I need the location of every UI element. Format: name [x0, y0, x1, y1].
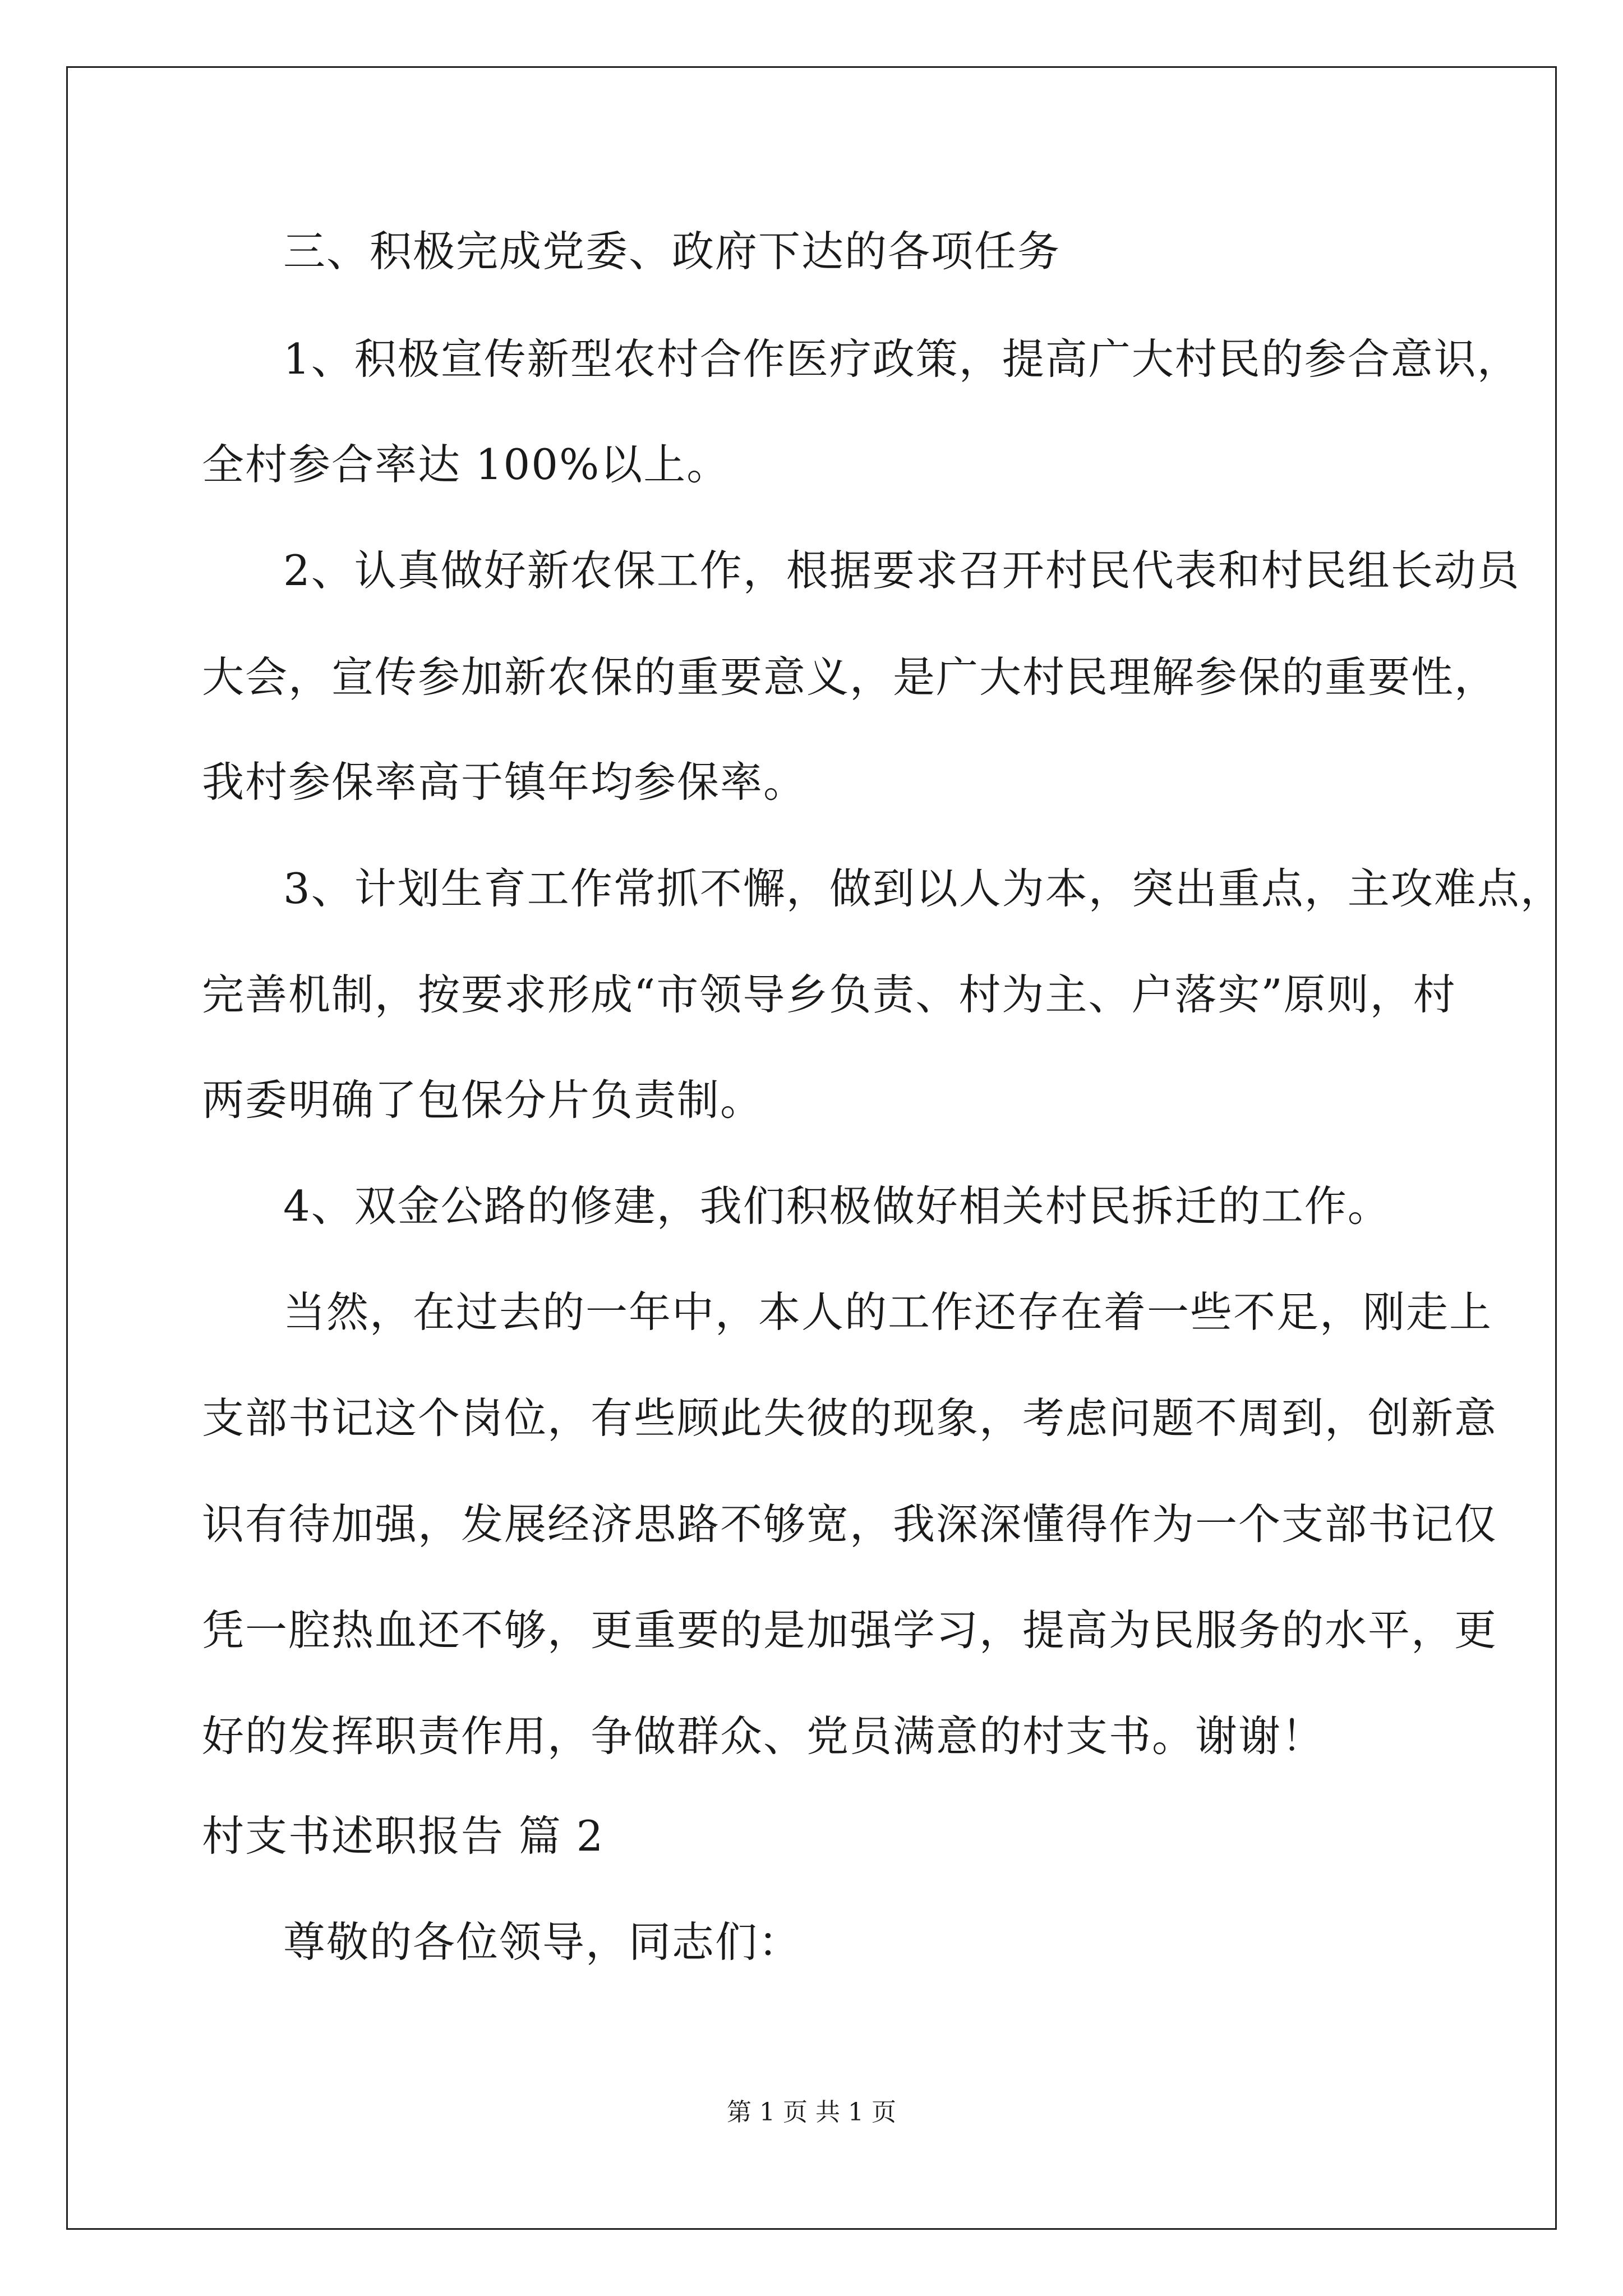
paragraph-line: 我村参保率高于镇年均参保率。	[202, 757, 807, 807]
paragraph-line: 识有待加强，发展经济思路不够宽，我深深懂得作为一个支部书记仅	[202, 1499, 1498, 1549]
paragraph-line: 大会，宣传参加新农保的重要意义，是广大村民理解参保的重要性，	[202, 652, 1498, 702]
paragraph-line: 支部书记这个岗位，有些顾此失彼的现象，考虑问题不周到，创新意	[202, 1393, 1498, 1443]
paragraph-line: 凭一腔热血还不够，更重要的是加强学习，提高为民服务的水平，更	[202, 1605, 1498, 1655]
document-subtitle: 村支书述职报告 篇 2	[202, 1811, 605, 1861]
page-number: 第 1 页 共 1 页	[727, 2098, 896, 2127]
paragraph-line: 3、计划生育工作常抓不懈，做到以人为本，突出重点，主攻难点，	[283, 864, 1564, 913]
section-heading: 三、积极完成党委、政府下达的各项任务	[283, 227, 1061, 276]
paragraph-line: 当然，在过去的一年中，本人的工作还存在着一些不足，刚走上	[283, 1287, 1493, 1337]
paragraph-line: 两委明确了包保分片负责制。	[202, 1075, 764, 1125]
paragraph-line: 全村参合率达 100%以上。	[202, 440, 730, 489]
paragraph-line: 1、积极宣传新型农村合作医疗政策，提高广大村民的参合意识，	[283, 334, 1520, 384]
paragraph-line: 好的发挥职责作用，争做群众、党员满意的村支书。谢谢！	[202, 1711, 1325, 1761]
paragraph-line: 2、认真做好新农保工作，根据要求召开村民代表和村民组长动员	[283, 546, 1520, 595]
page-border	[66, 66, 1564, 2230]
paragraph-line: 4、双金公路的修建，我们积极做好相关村民拆迁的工作。	[283, 1181, 1391, 1231]
paragraph-line: 完善机制，按要求形成“市领导乡负责、村为主、户落实”原则，村	[202, 970, 1456, 1019]
greeting-line: 尊敬的各位领导，同志们：	[283, 1917, 802, 1967]
